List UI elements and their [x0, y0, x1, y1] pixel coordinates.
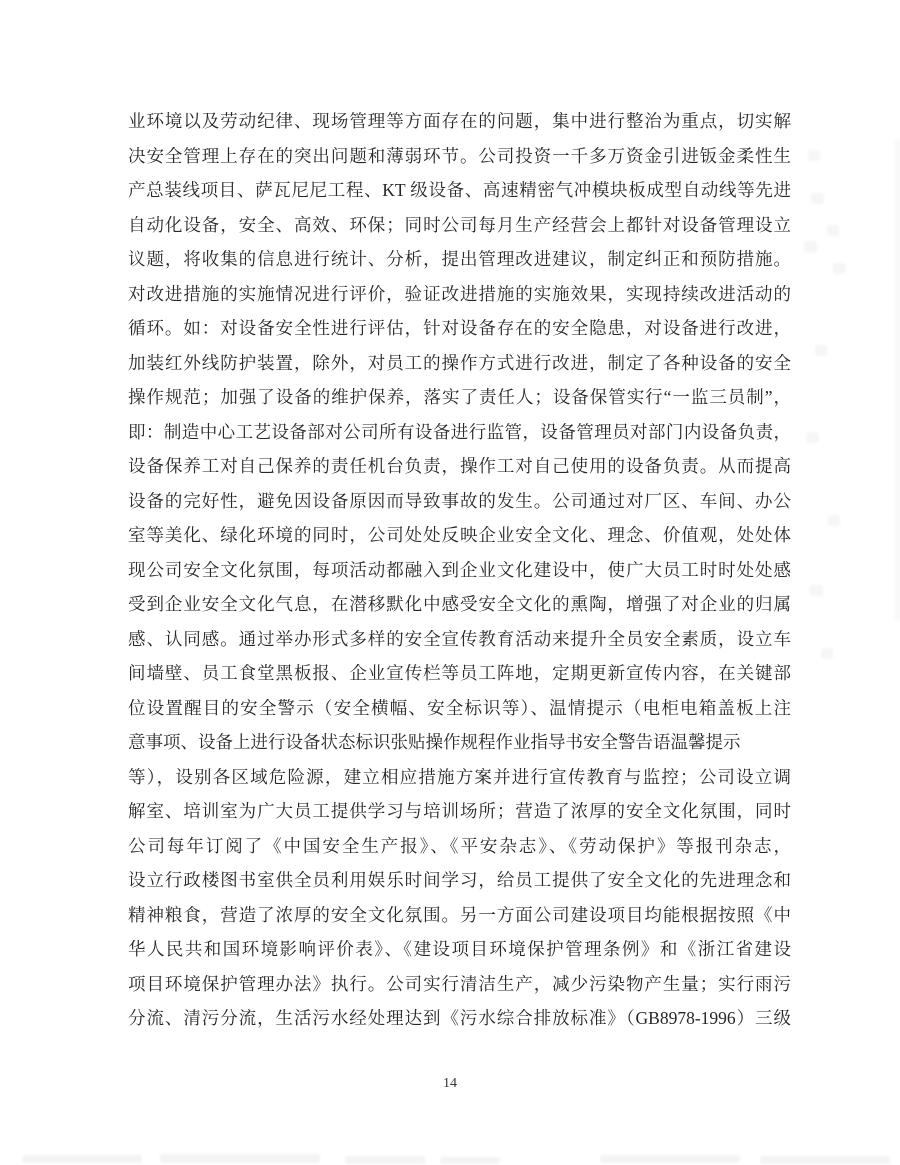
scan-artifact	[806, 432, 819, 443]
scan-artifact	[160, 1154, 320, 1163]
text-line: 设备的完好性，避免因设备原因而导致事故的发生。公司通过对厂区、车间、办公	[128, 490, 791, 511]
scan-artifact	[808, 150, 820, 161]
text-line: 华人民共和国环境影响评价表》、《建设项目环境保护管理条例》和《浙江省建设	[128, 939, 791, 959]
text-line: 产总装线项目、萨瓦尼尼工程、KT 级设备、高速精密气冲模块板成型自动线等先进	[128, 180, 791, 200]
scan-artifact	[821, 648, 833, 659]
text-line: 对改进措施的实施情况进行评价，验证改进措施的实施效果，实现持续改进活动的	[128, 283, 791, 304]
scan-artifact	[440, 1157, 500, 1164]
text-line: 解室、培训室为广大员工提供学习与培训场所；营造了浓厚的安全文化氛围，同时	[128, 801, 791, 821]
text-line: 项目环境保护管理办法》执行。公司实行清洁生产，减少污染物产生量；实行雨污	[128, 973, 791, 994]
paragraph-text	[128, 104, 791, 1036]
text-line: 等），设别各区域危险源，建立相应措施方案并进行宣传教育与监控；公司设立调	[128, 766, 791, 787]
text-line: 决安全管理上存在的突出问题和薄弱环节。公司投资一千多万资金引进钣金柔性生	[128, 145, 791, 166]
text-line: 加装红外线防护装置，除外，对员工的操作方式进行改进，制定了各种设备的安全	[128, 352, 791, 373]
scan-artifact	[22, 1155, 142, 1163]
scan-artifact	[600, 1155, 740, 1163]
text-line: 议题，将收集的信息进行统计、分析，提出管理改进建议，制定纠正和预防措施。	[128, 249, 791, 269]
text-line: 循环。如：对设备安全性进行评估，针对设备存在的安全隐患，对设备进行改进，	[128, 318, 791, 338]
text-line: 设备保养工对自己保养的责任机台负责，操作工对自己使用的设备负责。从而提高	[128, 456, 791, 476]
scan-artifact	[811, 193, 824, 204]
text-line: 受到企业安全文化气息，在潜移默化中感受安全文化的熏陶，增强了对企业的归属	[128, 594, 791, 614]
text-line: 设立行政楼图书室供全员利用娱乐时间学习，给员工提供了安全文化的先进理念和	[128, 870, 791, 890]
scan-artifact	[345, 1156, 425, 1164]
text-line: 业环境以及劳动纪律、现场管理等方面存在的问题，集中进行整治为重点，切实解	[128, 111, 791, 131]
text-line: 位设置醒目的安全警示（安全横幅、安全标识等）、温情提示（电柜电箱盖板上注	[128, 697, 791, 718]
page-number: 14	[443, 1076, 457, 1091]
scan-edge-artifact	[895, 140, 900, 620]
scan-artifact	[815, 345, 827, 356]
text-line: 分流、清污分流，生活污水经处理达到《污水综合排放标准》（GB8978-1996）三级	[128, 1008, 791, 1028]
text-line: 公司每年订阅了《中国安全生产报》、《平安杂志》、《劳动保护》等报刊杂志，	[128, 835, 791, 856]
text-line: 意事项、设备上进行设备状态标识张贴操作规程作业指导书安全警告语温馨提示	[128, 732, 741, 752]
scan-artifact	[828, 515, 840, 526]
scan-artifact	[804, 241, 817, 253]
scan-artifact	[810, 585, 823, 596]
scan-artifact	[833, 263, 846, 274]
scan-artifact	[760, 1156, 890, 1164]
text-line: 操作规范；加强了设备的维护保养，落实了责任人；设备保管实行“一监三员制”，	[128, 387, 791, 407]
text-line: 即：制造中心工艺设备部对公司所有设备进行监管，设备管理员对部门内设备负责，	[128, 421, 791, 442]
scan-artifact	[827, 225, 839, 236]
text-line: 间墙壁、员工食堂黑板报、企业宣传栏等员工阵地，定期更新宣传内容，在关键部	[128, 663, 791, 683]
text-line: 自动化设备，安全、高效、环保；同时公司每月生产经营会上都针对设备管理设立	[128, 214, 791, 235]
text-line: 室等美化、绿化环境的同时，公司处处反映企业安全文化、理念、价值观，处处体	[128, 525, 791, 545]
text-line: 现公司安全文化氛围，每项活动都融入到企业文化建设中，使广大员工时时处处感	[128, 559, 791, 580]
text-line: 精神粮食，营造了浓厚的安全文化氛围。另一方面公司建设项目均能根据按照《中	[128, 904, 791, 925]
text-line: 感、认同感。通过举办形式多样的安全宣传教育活动来提升全员安全素质，设立车	[128, 628, 791, 649]
